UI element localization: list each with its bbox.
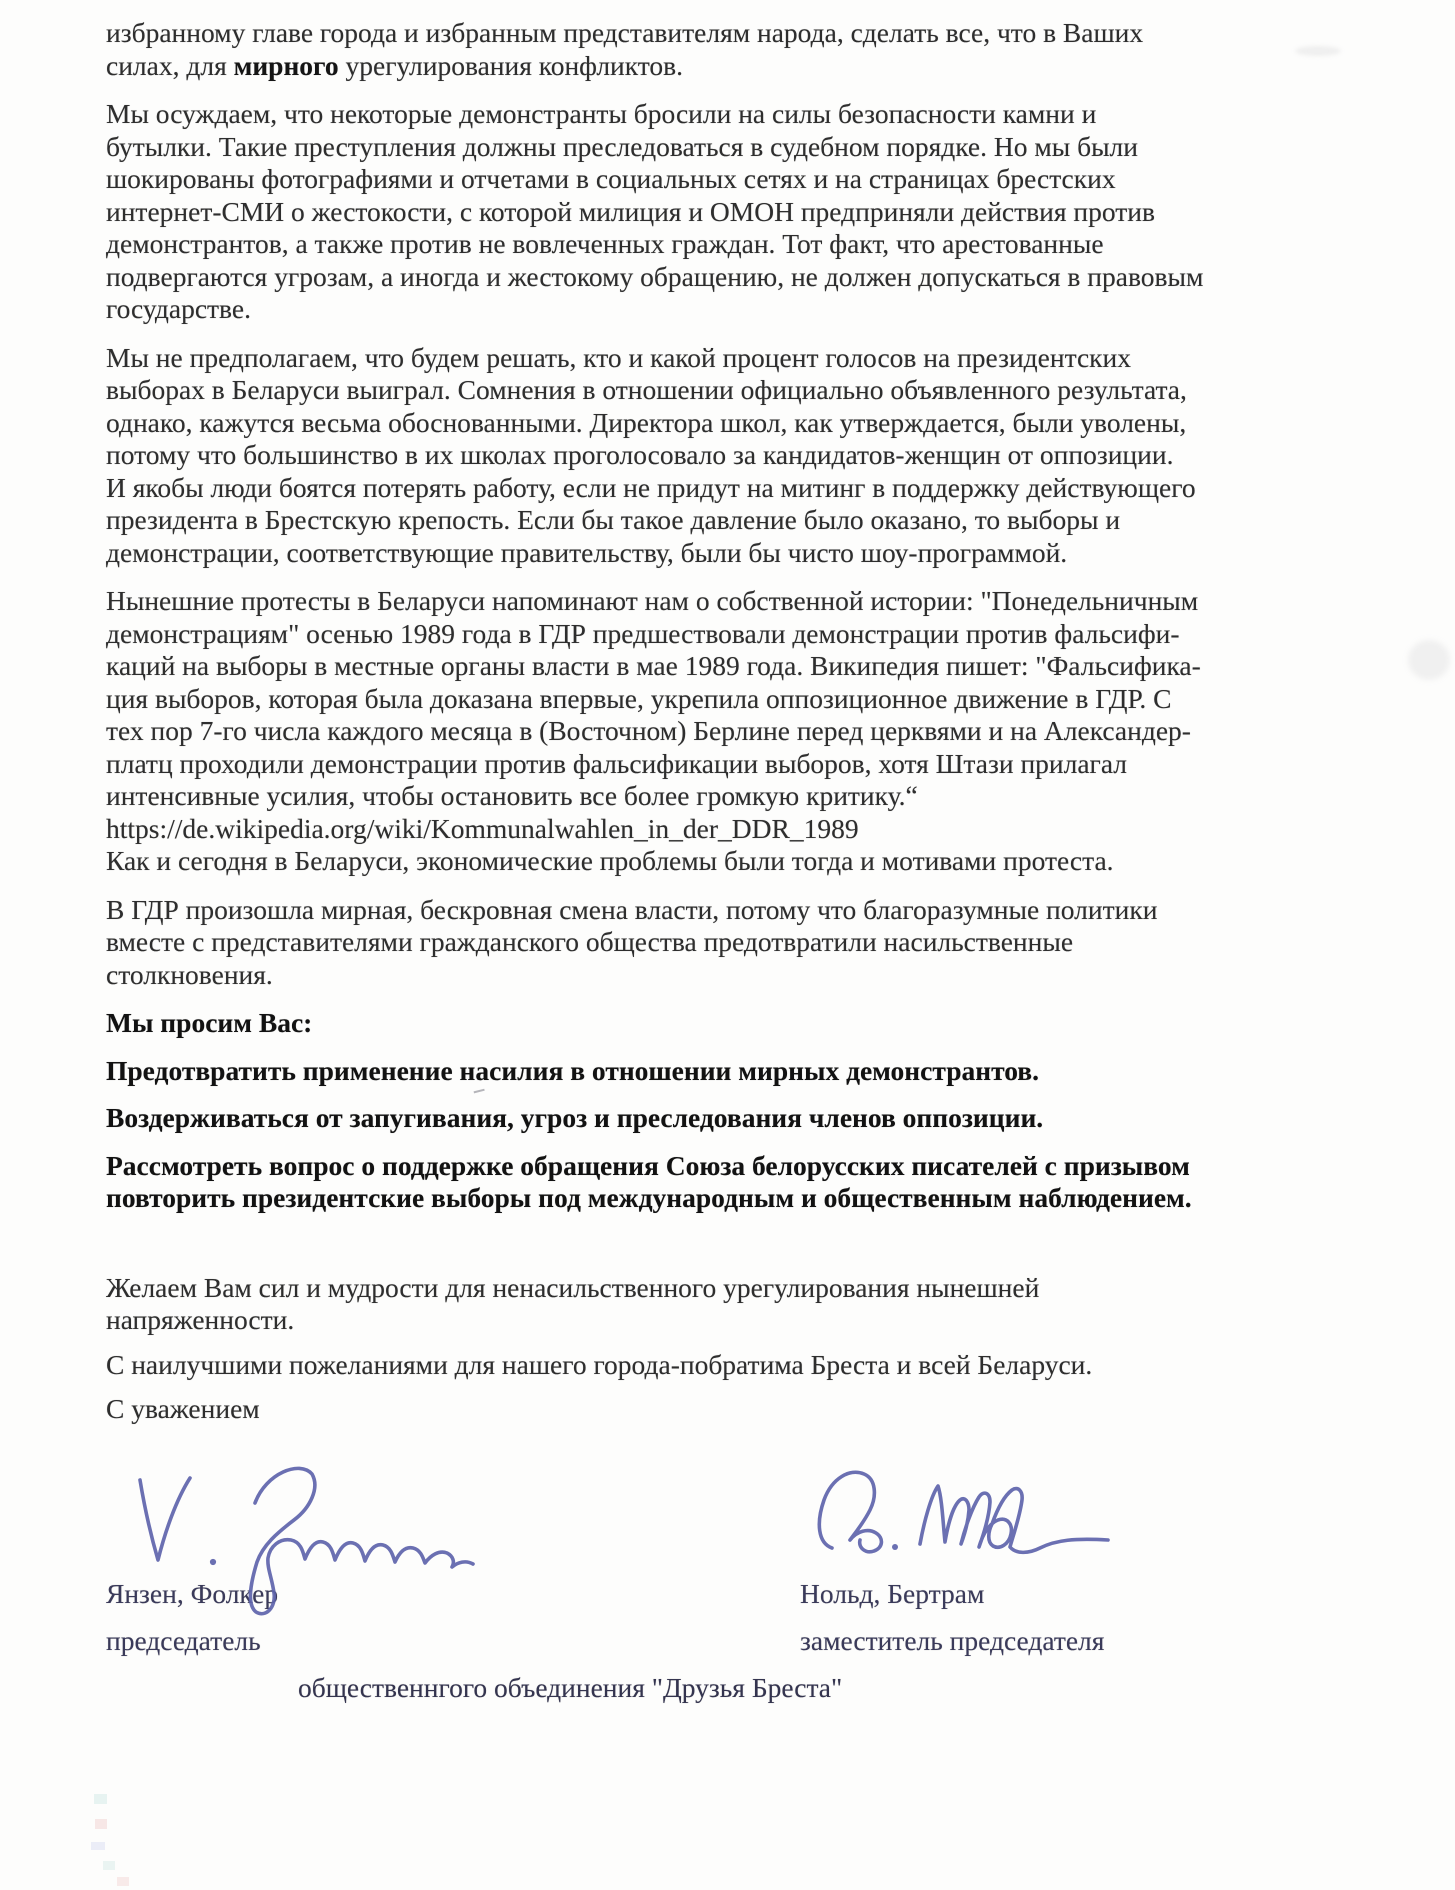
text-line: президента в Брестскую крепость. Если бы такое давление было оказано, то выборы и bbox=[106, 504, 1121, 535]
paragraph-4 bbox=[106, 585, 1426, 878]
request-item-3 bbox=[106, 1150, 1426, 1215]
scan-artifact bbox=[91, 1842, 105, 1850]
text-line: бутылки. Такие преступления должны преследоваться в судебном порядке. Но мы были bbox=[106, 130, 1139, 162]
text-line: шокированы фотографиями и отчетами в социальных сетях и на страницах брестских bbox=[106, 163, 1116, 194]
text-line: выборах в Беларуси выиграл. Сомнения в отношении официально объявленного результата, bbox=[106, 374, 1187, 405]
request-intro: Мы просим Вас: bbox=[106, 1007, 313, 1038]
text-line: вместе с представителями гражданского общества предотвратили насильственные bbox=[106, 926, 1074, 957]
text-line: Мы не предполагаем, что будем решать, кто и какой процент голосов на президентских bbox=[106, 341, 1131, 373]
signatory-names-row bbox=[106, 1578, 1426, 1611]
scan-artifact bbox=[103, 1861, 115, 1870]
text-line: повторить президентские выборы под международным и общественным наблюдением. bbox=[106, 1182, 1192, 1213]
organization-line: общественнгого объединения "Друзья Бреста" bbox=[298, 1671, 843, 1703]
paragraph-3 bbox=[106, 342, 1426, 570]
text-line: Нынешние протесты в Беларуси напоминают нам о собственной истории: "Понедельничным bbox=[106, 585, 1199, 616]
request-item-1: Предотвратить применение насилия в отношении мирных демонстрантов. bbox=[106, 1054, 1040, 1086]
text-line: интернет-СМИ о жестокости, с которой милиция и ОМОН предприняли действия против bbox=[106, 195, 1155, 227]
text-line: потому что большинство в их школах проголосовало за кандидатов-женщин от оппозиции. bbox=[106, 439, 1174, 470]
paragraph-1 bbox=[106, 17, 1426, 82]
signatory-name-left: Янзен, Фолкер bbox=[106, 1577, 279, 1609]
text-segment: силах, для bbox=[106, 49, 234, 81]
paragraph-5 bbox=[106, 894, 1426, 992]
text-line: https://de.wikipedia.org/wiki/Kommunalwahlen_in_der_DDR_1989 bbox=[106, 812, 859, 844]
signatory-titles-row bbox=[106, 1625, 1426, 1658]
text-line: тех пор 7-го числа каждого месяца в (Восточном) Берлине перед церквями и на Александер- bbox=[106, 715, 1191, 746]
scan-artifact bbox=[95, 1819, 107, 1829]
text-line: подвергаются угрозам, а иногда и жестокому обращению, не должен допускаться в правовым bbox=[106, 260, 1204, 292]
text-line: Мы осуждаем, что некоторые демонстранты бросили на силы безопасности камни и bbox=[106, 98, 1097, 129]
closing-wish bbox=[106, 1272, 1426, 1337]
signature-area-spacer bbox=[106, 1426, 1426, 1578]
text-line: государстве. bbox=[106, 293, 251, 324]
text-line: В ГДР произошла мирная, бескровная смена власти, потому что благоразумные политики bbox=[106, 893, 1158, 925]
text-line: столкновения. bbox=[106, 958, 273, 990]
text-line bbox=[106, 50, 1426, 83]
text-line: Рассмотреть вопрос о поддержке обращения Союза белорусских писателей с призывом bbox=[106, 1149, 1190, 1181]
signatory-title-left: председатель bbox=[106, 1624, 261, 1656]
text-line: демонстрантов, а также против не вовлеченных граждан. Тот факт, что арестованные bbox=[106, 228, 1104, 259]
text-line: демонстрациям" осенью 1989 года в ГДР предшествовали демонстрации против фальсифи- bbox=[106, 617, 1180, 649]
text-line: ция выборов, которая была доказана впервые, укрепила оппозиционное движение в ГДР. С bbox=[106, 682, 1172, 714]
text-line: И якобы люди боятся потерять работу, если не придут на митинг в поддержку действующего bbox=[106, 471, 1196, 503]
text-line: избранному главе города и избранным представителям народа, сделать все, что в Ваших bbox=[106, 17, 1144, 48]
request-item-2: Воздерживаться от запугивания, угроз и преследования членов оппозиции. bbox=[106, 1102, 1044, 1133]
text-line: Как и сегодня в Беларуси, экономические проблемы были тогда и мотивами протеста. bbox=[106, 845, 1114, 876]
text-line: однако, кажутся весьма обоснованными. Директора школ, как утверждается, были уволены, bbox=[106, 406, 1187, 438]
closing-regards: С уважением bbox=[106, 1393, 260, 1424]
bold-word-mirnogo: мирного bbox=[233, 49, 339, 81]
text-line: напряженности. bbox=[106, 1304, 295, 1335]
text-line: Желаем Вам сил и мудрости для ненасильственного урегулирования нынешней bbox=[106, 1271, 1040, 1303]
text-line: интенсивные усилия, чтобы остановить все более громкую критику.“ bbox=[106, 780, 918, 811]
text-segment: урегулирования конфликтов. bbox=[338, 49, 684, 81]
scan-artifact bbox=[94, 1794, 107, 1804]
text-line: платц проходили демонстрации против фальсификации выборов, хотя Штази прилагал bbox=[106, 747, 1128, 779]
scan-artifact bbox=[1408, 640, 1450, 680]
letter-body bbox=[106, 17, 1426, 1704]
text-line: каций на выборы в местные органы власти в мае 1989 года. Википедия пишет: "Фальсифика- bbox=[106, 650, 1201, 681]
scan-artifact bbox=[1295, 46, 1341, 56]
closing-greeting: С наилучшими пожеланиями для нашего города-побратима Бреста и всей Беларуси. bbox=[106, 1348, 1093, 1380]
scan-artifact bbox=[117, 1877, 129, 1886]
signatory-title-right: заместитель председателя bbox=[800, 1624, 1105, 1656]
text-line: демонстрации, соответствующие правительству, были бы чисто шоу-программой. bbox=[106, 536, 1068, 568]
signatory-name-right: Нольд, Бертрам bbox=[800, 1577, 985, 1609]
paragraph-2 bbox=[106, 98, 1426, 326]
